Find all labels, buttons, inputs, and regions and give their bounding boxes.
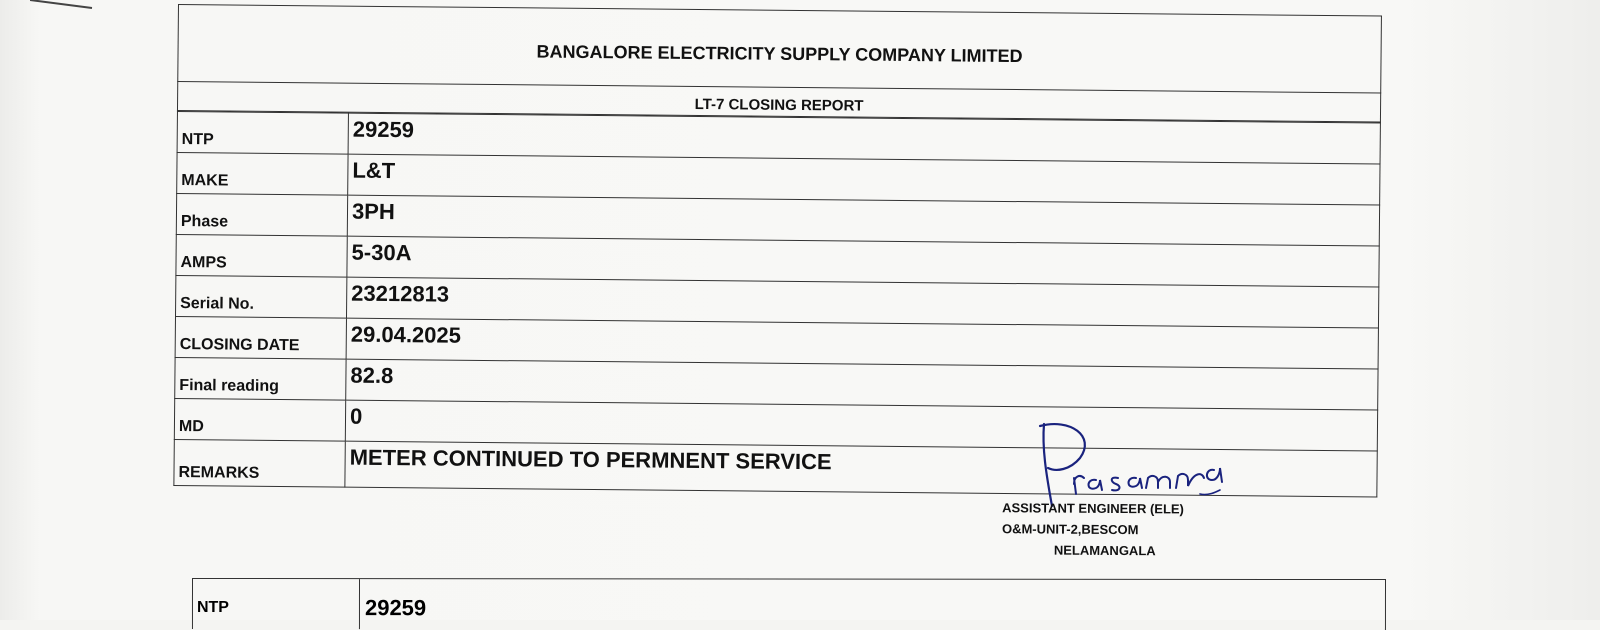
row-label-remarks: REMARKS [174, 439, 345, 487]
signatory-block [1002, 497, 1222, 562]
row-label-md: MD [174, 398, 345, 441]
row-value-closing-date: 29.04.2025 [346, 318, 1378, 369]
report-header-table [177, 4, 1382, 123]
next-row-label-ntp: NTP [196, 599, 229, 617]
row-value-serial-no: 23212813 [346, 277, 1378, 328]
row-value-final-reading: 82.8 [346, 359, 1378, 410]
row-value-make: L&T [348, 154, 1380, 205]
row-label-amps: AMPS [176, 234, 347, 277]
row-label-closing-date: CLOSING DATE [175, 316, 346, 359]
next-row-value-ntp: 29259 [364, 595, 427, 621]
row-value-md: 0 [345, 400, 1377, 451]
row-label-final-reading: Final reading [175, 357, 346, 400]
row-value-amps: 5-30A [347, 236, 1379, 287]
handwritten-signature [1030, 418, 1230, 510]
column-divider [359, 579, 360, 629]
row-label-serial-no: Serial No. [176, 275, 347, 318]
company-name: BANGALORE ELECTRICITY SUPPLY COMPANY LIMITED [178, 5, 1382, 94]
row-value-phase: 3PH [347, 195, 1379, 246]
page-corner-mark [30, 0, 100, 10]
signatory-designation: ASSISTANT ENGINEER (ELE) [1002, 500, 1184, 517]
row-label-ntp: NTP [177, 111, 348, 154]
signatory-office: O&M-UNIT-2,BESCOM [1001, 521, 1139, 538]
next-report-table-partial [192, 578, 1386, 630]
row-value-remarks: METER CONTINUED TO PERMNENT SERVICE [345, 441, 1377, 497]
report-title: LT-7 CLOSING REPORT [177, 82, 1380, 123]
signatory-location: NELAMANGALA [1053, 542, 1156, 559]
row-label-make: MAKE [177, 152, 348, 195]
row-value-ntp: 29259 [348, 113, 1380, 164]
row-label-phase: Phase [176, 193, 347, 236]
